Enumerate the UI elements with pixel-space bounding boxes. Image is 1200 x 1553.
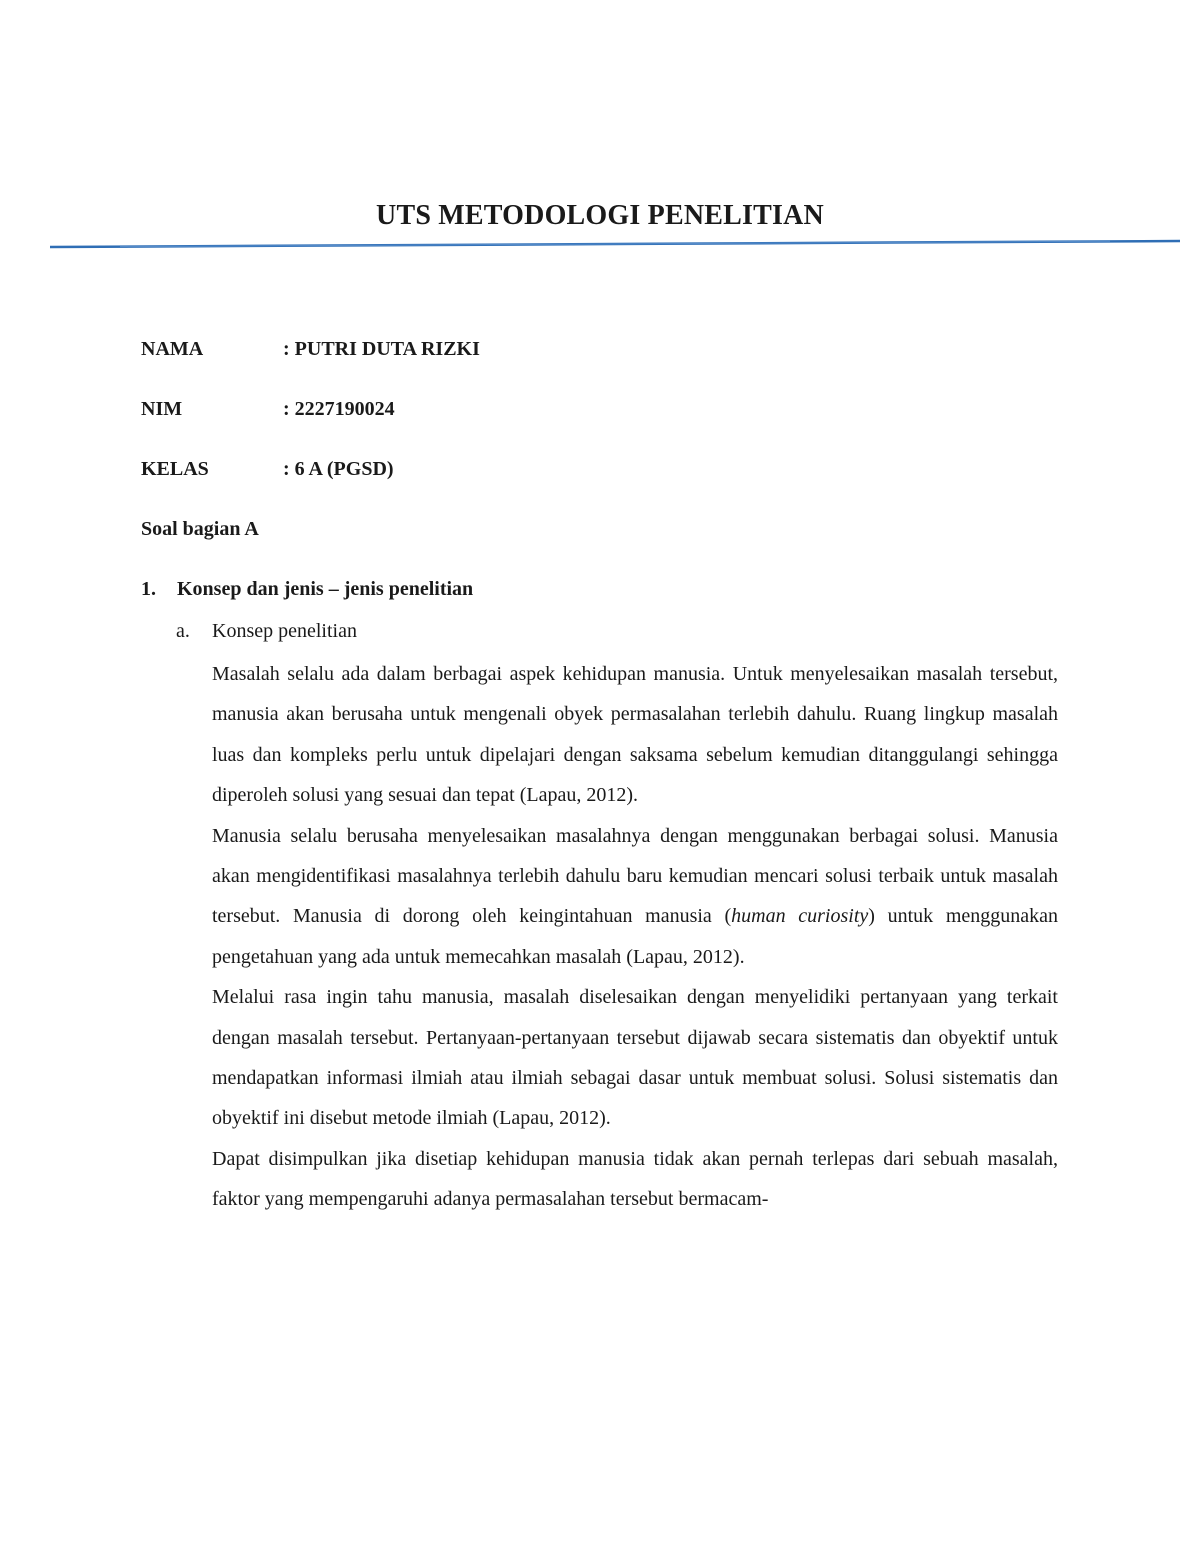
question-number: 1.	[141, 578, 156, 600]
paragraph-2-italic-term: human curiosity	[731, 905, 869, 928]
paragraph-2-text-end: ) untuk menggunakan pengetahuan yang ada untuk memecahkan masalah (Lapau, 2012).	[212, 905, 1059, 968]
subsection-title: Konsep penelitian	[212, 620, 357, 642]
student-class-value: : 6 A (PGSD)	[283, 458, 394, 480]
paragraph-2	[212, 816, 1058, 978]
body-text	[212, 654, 1058, 1220]
paragraph-3: Melalui rasa ingin tahu manusia, masalah diselesaikan dengan menyelidiki pertanyaan yang terkait dengan masalah tersebut. Pertanyaan-pertanyaan tersebut dijawab secara sistematis dan obyektif untuk mendapatkan informasi ilmiah atau ilmiah sebagai dasar untuk membuat solusi. Solusi sistematis dan obyektif ini disebut metode ilmiah (Lapau, 2012).	[212, 986, 1058, 1130]
title-underline	[50, 238, 1180, 252]
student-name-label: NAMA	[141, 338, 204, 360]
paragraph-4: Dapat disimpulkan jika disetiap kehidupan manusia tidak akan pernah terlepas dari sebuah masalah, faktor yang mempengaruhi adanya permasalahan tersebut bermacam-	[212, 1147, 1058, 1211]
paragraph-2-text-start: Manusia selalu berusaha menyelesaikan masalahnya dengan menggunakan berbagai solusi. Manusia akan mengidentifikasi masalahnya terlebih dahulu baru kemudian mencari solusi terbaik untuk masalah tersebut. Manusia di dorong oleh keingintahuan manusia (	[212, 824, 1058, 928]
subsection-label: a.	[176, 620, 190, 642]
paragraph-1: Masalah selalu ada dalam berbagai aspek kehidupan manusia. Untuk menyelesaikan masalah tersebut, manusia akan berusaha untuk mengenali obyek permasalahan terlebih dahulu. Ruang lingkup masalah luas dan kompleks perlu untuk dipelajari dengan saksama sebelum kemudian ditanggulangi sehingga diperoleh solusi yang sesuai dan tepat (Lapau, 2012).	[212, 663, 1058, 807]
student-class-label: KELAS	[141, 458, 209, 480]
document-title: UTS METODOLOGI PENELITIAN	[376, 200, 824, 231]
student-name-value: : PUTRI DUTA RIZKI	[283, 338, 480, 360]
section-heading: Soal bagian A	[141, 518, 259, 540]
student-nim-label: NIM	[141, 398, 183, 420]
student-nim-value: : 2227190024	[283, 398, 395, 420]
question-title: Konsep dan jenis – jenis penelitian	[177, 578, 474, 600]
